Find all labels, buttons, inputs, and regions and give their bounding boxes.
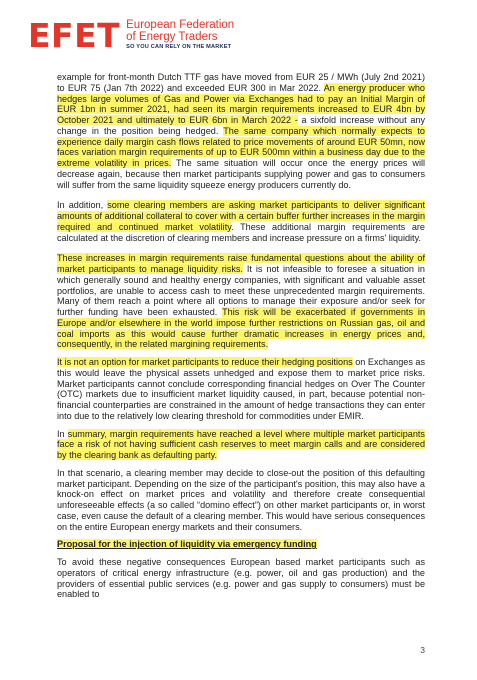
paragraph-3: [57, 253, 425, 350]
logo-tagline: SO YOU CAN RELY ON THE MARKET: [126, 44, 232, 51]
efet-logo: EFET: [28, 15, 121, 55]
header: [28, 15, 235, 55]
text-run: The same situation will occur once the energy prices will decrease again, because then market participants supplying power and gas to consumers will suffer from the same liquidity squeeze energy producers currently do.: [57, 158, 425, 190]
highlighted-text: summary, margin requirements have reached a level where multiple market participants face a risk of not having sufficient cash reserves to meet margin calls and are considered by the clearing bank as defaulting party.: [57, 428, 425, 460]
highlighted-text: This risk will be exacerbated if governments in Europe and/or elsewhere in the world impose further restrictions on Russian gas, oil and coal imports as this would cause further dramatic increases in energy prices and, consequently, in the related margining requirements.: [57, 307, 426, 350]
logo-text: [126, 19, 234, 51]
text-run: In: [57, 428, 68, 439]
org-name-line2: of Energy Traders: [126, 31, 218, 44]
section-heading-row: [57, 539, 425, 550]
highlighted-text: The same company which normally expects to experience daily margin cash flows related to price movements of around EUR 50mn, now faces variation margin requirements of up to EUR 500mn within a business day due to the extreme volatility in prices.: [57, 125, 425, 168]
paragraph-final: To avoid these negative consequences European based market participants such as operators of critical energy infrastructure (e.g. power, oil and gas production) and the providers of essential public services (e.g. power and gas supply to consumers) must be enabled to: [57, 557, 425, 600]
text-run: In addition,: [57, 200, 108, 211]
text-run: on Exchanges as this would leave the physical assets unhedged and expose them to market price risks. Market participants cannot conclude corresponding financial hedges on Over The Counter (OTC) markets due to insufficient market liquidity caused, in part, because potential non-financial counterparties are constrained in the amount of hedge transactions they can enter into due to the relatively low clearing threshold for commodities under EMIR.: [57, 357, 426, 421]
text-run: . These additional margin requirements are calculated at the discretion of clearing members and increase pressure on a firms' liquidity.: [57, 221, 425, 243]
text-run: a sixfold increase without any change in the position being hedged.: [57, 115, 425, 136]
paragraph-5: [57, 429, 425, 461]
highlighted-text: These increases in margin requirements raise fundamental questions about the ability of market participants to manage liquidity risks.: [57, 253, 425, 274]
page-number: 3: [420, 645, 425, 655]
text-run: In that scenario, a clearing member may decide to close-out the position of this defaulting market participant. Depending on the size of the participant's position, this may also have a knock-on effect on market prices and volatility and therefore create consequential unforeseeable effects (a so called “domino effect”) on other market participants or, in worst case, even cause the default of a clearing member. This would have serious consequences on the entire European energy markets and their consumers.: [57, 467, 425, 532]
paragraph-1: [57, 72, 425, 190]
paragraph-2: [57, 200, 425, 243]
paragraph-6: [57, 468, 425, 533]
org-name-line1: European Federation: [126, 19, 235, 31]
highlighted-text: An energy producer who hedges large volumes of Gas and Power via Exchanges had to pay an Initial Margin of EUR 1bn in summer 2021, had seen its margin requirements increased to EUR 4bn by October 2021 and ultimately to EUR 6bn in March 2022 -: [57, 82, 425, 125]
paragraph-4: [57, 357, 425, 422]
highlighted-text: It is not an option for market participants to reduce their hedging positions: [57, 357, 353, 367]
section-heading: Proposal for the injection of liquidity via emergency funding: [57, 539, 317, 550]
highlighted-text: some clearing members are asking market participants to deliver significant amounts of additional collateral to cover with a certain buffer further increases in the margin required and continued market volatility: [57, 200, 425, 232]
text-run: example for front-month Dutch TTF gas have moved from EUR 25 / MWh (July 2nd 2021) to EUR 75 (Jan 7th 2022) and exceeded EUR 300 in Mar 2022.: [57, 72, 425, 93]
text-run: It is not infeasible to foresee a situation in which generally sound and healthy energy companies, with significant and valuable asset portfolios, are unable to access cash to meet these unprecedented margin requirements. Many of them reach a point where all options to manage their exposure and/or seek for further funding have been exhausted.: [57, 264, 425, 317]
body-text: [57, 72, 425, 607]
